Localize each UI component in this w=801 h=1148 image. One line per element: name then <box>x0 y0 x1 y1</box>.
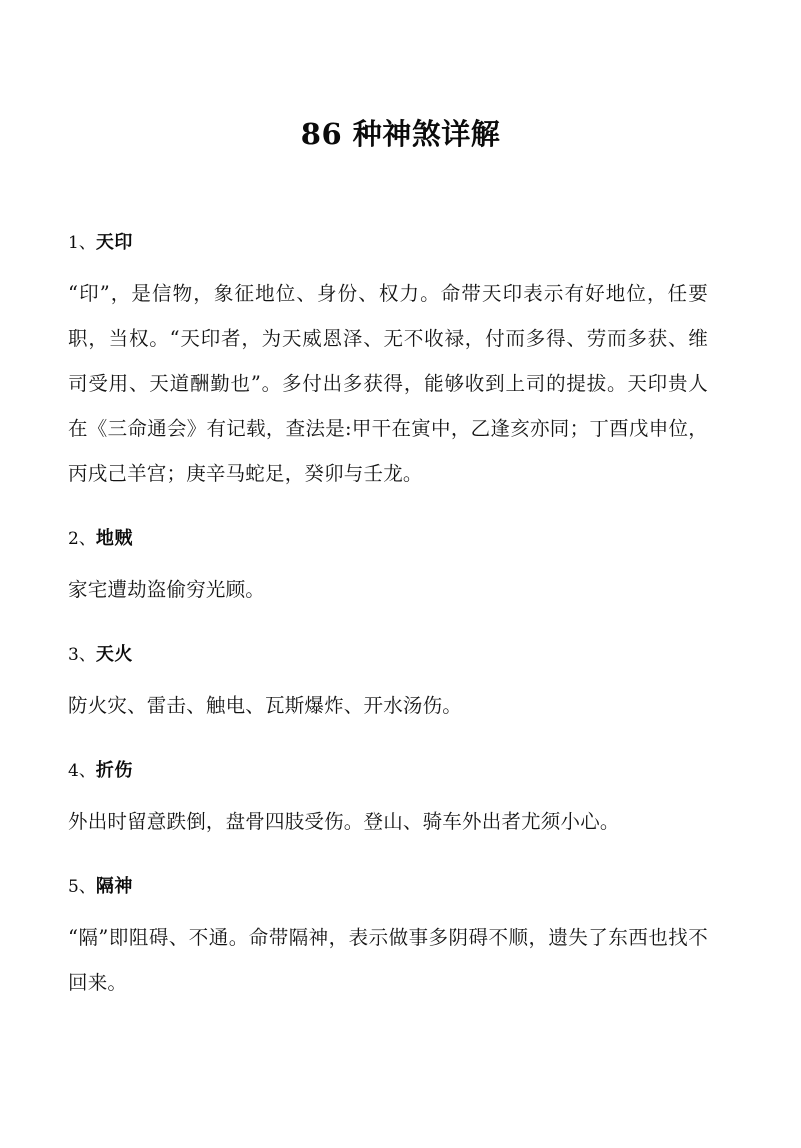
section-name: 隔神 <box>95 876 133 897</box>
section-paragraph: 防火灾、雷击、触电、瓦斯爆炸、开水汤伤。 <box>68 694 463 717</box>
section-name: 天火 <box>95 644 133 665</box>
section-heading <box>68 640 708 670</box>
section-paragraph: “印”，是信物，象征地位、身份、权力。命带天印表示有好地位，任要职，当权。“天印者，为天威恩泽、无不收禄，付而多得、劳而多获、维司受用、天道酬勤也”。多付出多获得，能够收到上司的提拔。天印贵人在《三命通会》有记载，查法是:甲干在寅中，乙逢亥亦同；丁酉戊申位，丙戌己羊宫；庚辛马蛇足，癸卯与壬龙。 <box>68 282 708 485</box>
document-body <box>68 228 708 1005</box>
section-paragraph: 外出时留意跌倒，盘骨四肢受伤。登山、骑车外出者尤须小心。 <box>68 810 620 833</box>
section-name: 天印 <box>95 232 133 253</box>
section-number: 4、 <box>68 761 96 781</box>
section-tianyin <box>68 228 708 496</box>
section-zheshang <box>68 756 708 844</box>
section-heading <box>68 524 708 554</box>
section-paragraph: “隔”即阻碍、不通。命带隔神，表示做事多阴碍不顺，遗失了东西也找不回来。 <box>68 926 708 994</box>
section-heading <box>68 872 708 902</box>
section-name: 折伤 <box>95 760 133 781</box>
section-heading <box>68 756 708 786</box>
section-dizei <box>68 524 708 612</box>
section-number: 5、 <box>68 877 96 897</box>
section-number: 2、 <box>68 529 96 549</box>
section-geshen <box>68 872 708 1005</box>
section-paragraph: 家宅遭劫盗偷穷光顾。 <box>68 578 266 601</box>
section-number: 3、 <box>68 645 96 665</box>
section-name: 地贼 <box>95 528 133 549</box>
section-heading <box>68 228 708 258</box>
section-number: 1、 <box>68 233 96 253</box>
page-title: 86 种神煞详解 <box>300 117 501 151</box>
section-tianhuo <box>68 640 708 728</box>
